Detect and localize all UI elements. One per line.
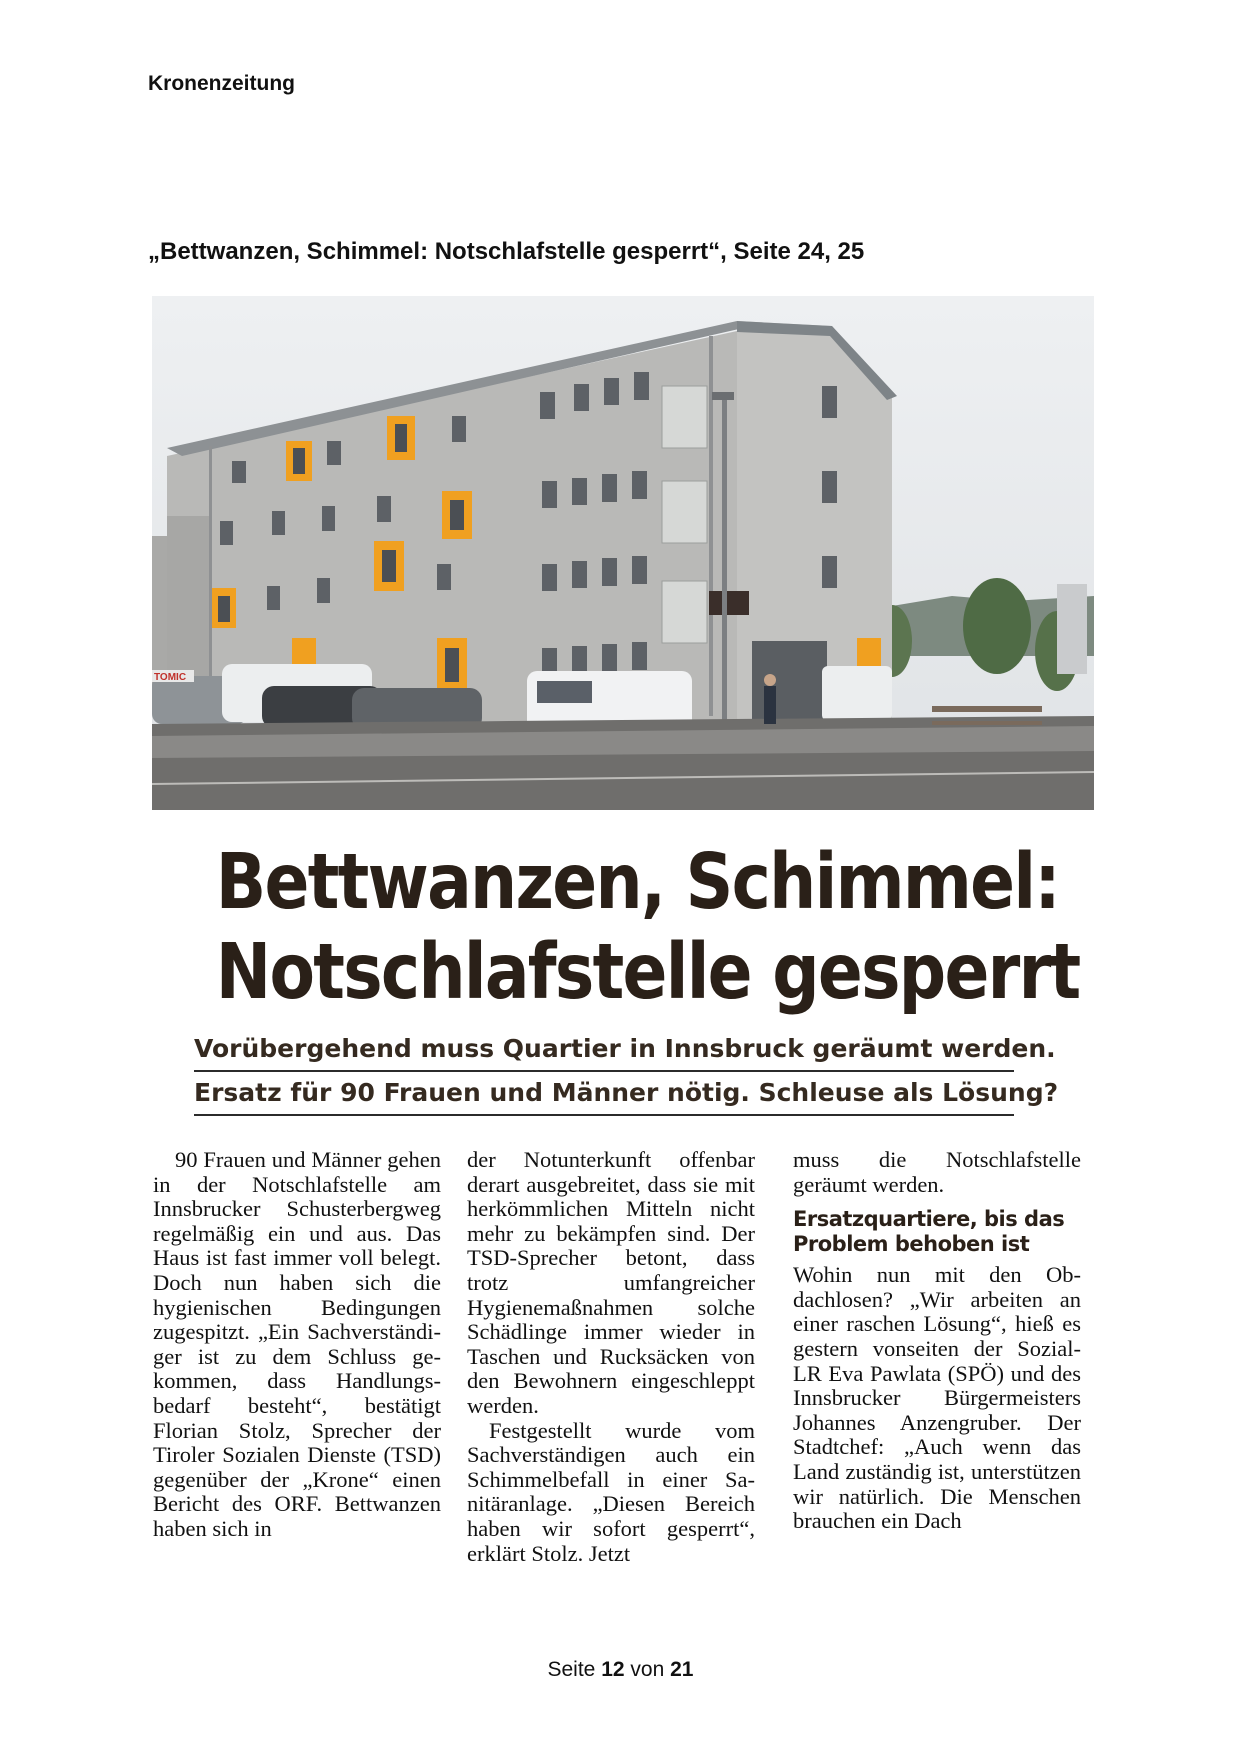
- article-column-1: [153, 1148, 441, 1542]
- source-label: Kronenzeitung: [148, 72, 295, 95]
- article-column-2: [467, 1148, 755, 1566]
- article-paragraph: der Notunterkunft offenbar derart ausgebreitet, dass sie mit herkömmlichen Mitteln nicht mehr zu bekämpfen sind. Der TSD-Sprecher betont, dass trotz umfangreicher Hygienemaßnahmen solche Schädlinge immer wieder in Taschen und Rucksäcken von den Bewohnern eingeschleppt werden.: [467, 1147, 755, 1418]
- article-paragraph: Wohin nun mit den Obdachlosen? „Wir arbeiten an einer raschen Lösung“, hieß es gestern vonseiten der Sozial-LR Eva Pawlata (SPÖ) und des Innsbrucker Bürgermeisters Johannes Anzengruber. Der Stadtchef: „Auch wenn das Land zuständig ist, unterstützen wir natürlich. Die Menschen brauchen ein Dach: [793, 1262, 1081, 1534]
- subline-2: Ersatz für 90 Frauen und Männer nötig. Schleuse als Lösung?: [194, 1078, 1059, 1107]
- article-paragraph: muss die Notschlafstelle geräumt werden.: [793, 1147, 1081, 1197]
- subline-divider-1: [194, 1070, 1014, 1072]
- article-photo: [152, 296, 1094, 810]
- subline-divider-2: [194, 1114, 1014, 1116]
- headline-line-2: Notschlafstelle gesperrt: [215, 928, 1080, 1017]
- subline-1: Vorübergehend muss Quartier in Innsbruck geräumt werden.: [194, 1034, 1056, 1063]
- headline: [215, 838, 1080, 1018]
- footer-middle: von: [630, 1658, 665, 1681]
- article-column-3: [793, 1148, 1081, 1534]
- sign-text: TOMIC: [154, 672, 187, 683]
- article-reference: „Bettwanzen, Schimmel: Notschlafstelle gesperrt“, Seite 24, 25: [148, 238, 865, 265]
- footer-page-total: 21: [670, 1658, 694, 1681]
- article-paragraph: 90 Frauen und Männer gehen in der Notschlafstelle am Innsbrucker Schusterbergweg regelmäßig ein und aus. Das Haus ist fast immer voll belegt. Doch nun haben sich die hygienischen Bedingungen zugespitzt. „Ein Sachverständiger ist zu dem Schluss gekommen, dass Handlungsbedarf besteht“, bestätigt Florian Stolz, Sprecher der Tiroler Sozialen Dienste (TSD) gegenüber der „Krone“ einen Bericht des ORF. Bettwanzen haben sich in: [153, 1147, 441, 1541]
- headline-line-1: Bettwanzen, Schimmel:: [215, 838, 1060, 927]
- article-subheading: Ersatzquartiere, bis das Problem behoben ist: [793, 1207, 1065, 1257]
- footer-page-number: 12: [601, 1658, 625, 1681]
- article-paragraph: Festgestellt wurde vom Sachverständigen auch ein Schimmelbefall in einer Sanitäranlage. „Diesen Bereich haben wir sofort gesperrt“, erklärt Stolz. Jetzt: [467, 1417, 755, 1566]
- page-footer: [0, 1658, 1241, 1682]
- footer-prefix: Seite: [547, 1658, 596, 1681]
